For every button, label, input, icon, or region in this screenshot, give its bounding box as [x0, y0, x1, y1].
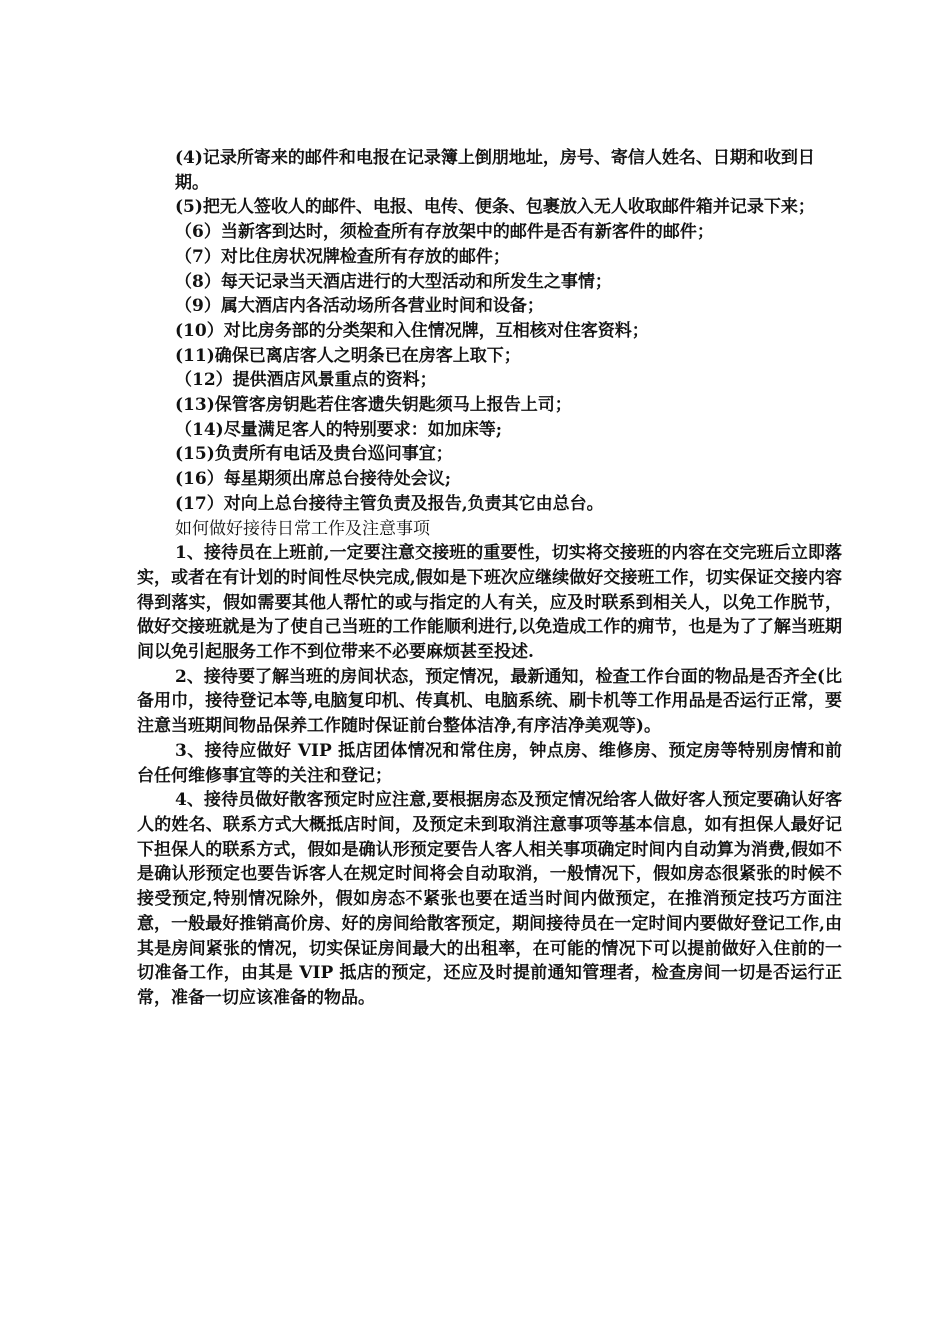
paragraph-3: 3、接待应做好 VIP 抵店团体情况和常住房，钟点房、维修房、预定房等特别房情和前台任何维修事宜等的关注和登记；	[137, 740, 842, 786]
duty-item-9: （9）属大酒店内各活动场所各营业时间和设备；	[175, 296, 544, 317]
duty-item-4: (4)记录所寄来的邮件和电报在记录簿上倒朋地址，房号、寄信人姓名、日期和收到日期。	[175, 148, 815, 193]
duty-item-10: (10）对比房务部的分类架和入住情况牌，互相核对住客资料；	[175, 320, 649, 341]
duty-item-12: （12）提供酒店风景重点的资料；	[175, 370, 437, 391]
paragraph-2: 2、接待要了解当班的房间状态，预定情况，最新通知，检查工作台面的物品是否齐全(比备用巾，接待登记本等,电脑复印机、传真机、电脑系统、刷卡机等工作用品是否运行正常，要注意当班期间物品保养工作随时保证前台整体洁净,有序洁净美观等)。	[137, 666, 842, 737]
duty-item-14: （14)尽量满足客人的特别要求：如加床等;	[175, 419, 502, 440]
duty-item-17: (17）对向上总台接待主管负责及报告,负责其它由总台。	[175, 493, 604, 514]
duty-item-11: (11)确保已离店客人之明条已在房客上取下；	[175, 345, 521, 366]
duty-item-5: (5)把无人签收人的邮件、电报、电传、便条、包裹放入无人收取邮件箱并记录下来；	[175, 197, 815, 218]
paragraph-1: 1、接待员在上班前,一定要注意交接班的重要性，切实将交接班的内容在交完班后立即落实，或者在有计划的时间性尽快完成,假如是下班次应继续做好交接班工作，切实保证交接内容得到落实，假如需要其他人帮忙的或与指定的人有关，应及时联系到相关人，以免工作脱节，做好交接班就是为了使自己当班的工作能顺利进行,以免造成工作的痈节，也是为了了解当班期间以免引起服务工作不到位带来不必要麻烦甚至投述.	[137, 543, 842, 663]
duty-item-13: (13)保管客房钥匙若住客遗失钥匙须马上报告上司；	[175, 395, 572, 416]
duty-item-16: (16）每星期须出席总台接待处会议;	[175, 469, 451, 490]
document-body	[137, 146, 842, 1011]
duty-item-6: （6）当新客到达时，须检查所有存放架中的邮件是否有新客件的邮件；	[175, 222, 714, 243]
paragraph-4: 4、接待员做好散客预定时应注意,要根据房态及预定情况给客人做好客人预定要确认好客人的姓名、联系方式大概抵店时间，及预定未到取消注意事项等基本信息，如有担保人最好记下担保人的联系方式，假如是确认形预定要告人客人相关事项确定时间内自动算为消费,假如不是确认形预定也要告诉客人在规定时间将会自动取消，一般情况下，假如房态很紧张的时候不接受预定,特别情况除外，假如房态不紧张也要在适当时间内做预定，在推消预定技巧方面注意，一般最好推销高价房、好的房间给散客预定，期间接待员在一定时间内要做好登记工作,由其是房间紧张的情况，切实保证房间最大的出租率，在可能的情况下可以提前做好入住前的一切准备工作，由其是 VIP 抵店的预定，还应及时提前通知管理者，检查房间一切是否运行正常，准备一切应该准备的物品。	[137, 790, 842, 1008]
section-heading: 如何做好接待日常工作及注意事项	[175, 518, 430, 539]
duty-item-8: （8）每天记录当天酒店进行的大型活动和所发生之事情；	[175, 271, 612, 292]
duty-item-7: （7）对比住房状况牌检查所有存放的邮件；	[175, 246, 510, 267]
duty-item-15: (15)负责所有电话及贵台巡问事宜；	[175, 444, 453, 465]
